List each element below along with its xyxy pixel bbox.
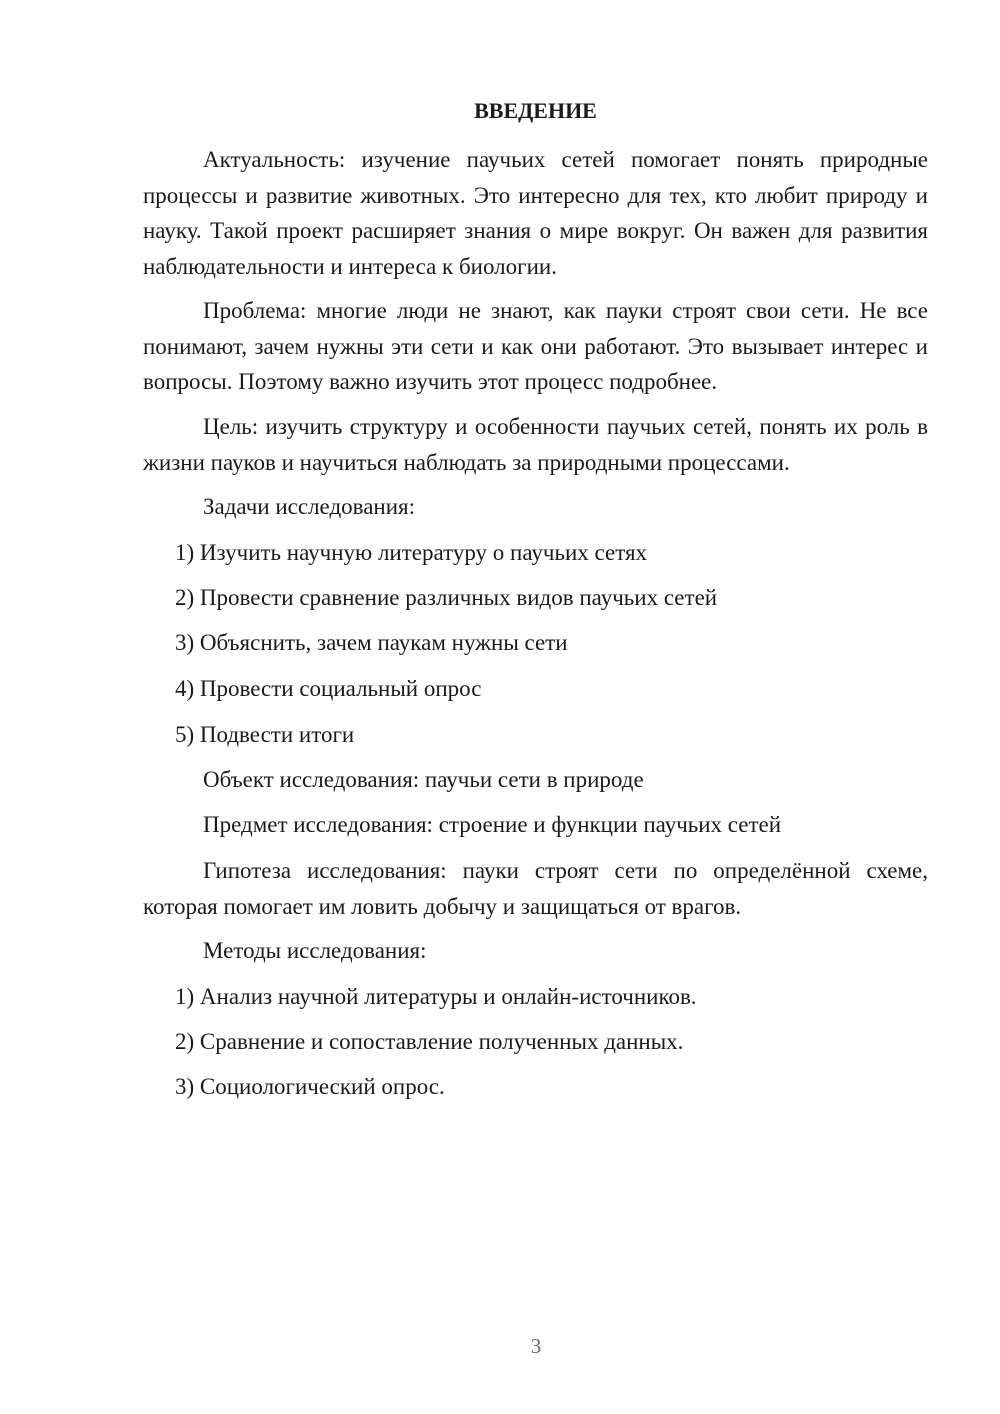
task-item: 3) Объяснить, зачем паукам нужны сети: [175, 630, 568, 655]
methods-heading: Методы исследования:: [203, 938, 427, 963]
hypothesis-paragraph: Гипотеза исследования: пауки строят сети по определённой схеме, которая помогает им ловить добычу и защищаться от врагов.: [143, 858, 928, 919]
problem-paragraph: Проблема: многие люди не знают, как пауки строят свои сети. Не все понимают, зачем нужны эти сети и как они работают. Это вызывает интерес и вопросы. Поэтому важно изучить этот процесс подробнее.: [143, 298, 928, 394]
task-item: 4) Провести социальный опрос: [175, 676, 482, 701]
task-item: 2) Провести сравнение различных видов паучьих сетей: [175, 585, 718, 610]
object-line: Объект исследования: паучьи сети в природе: [203, 767, 644, 792]
subject-line: Предмет исследования: строение и функции паучьих сетей: [203, 812, 782, 837]
section-title: ВВЕДЕНИЕ: [474, 98, 597, 123]
method-item: 1) Анализ научной литературы и онлайн-источников.: [175, 984, 697, 1009]
task-item: 1) Изучить научную литературу о паучьих сетях: [175, 540, 648, 565]
tasks-heading: Задачи исследования:: [203, 494, 416, 519]
method-item: 2) Сравнение и сопоставление полученных данных.: [175, 1029, 684, 1054]
goal-paragraph: Цель: изучить структуру и особенности паучьих сетей, понять их роль в жизни пауков и научиться наблюдать за природными процессами.: [143, 414, 928, 475]
page-number: 3: [530, 1334, 542, 1358]
method-item: 3) Социологический опрос.: [175, 1074, 445, 1099]
task-item: 5) Подвести итоги: [175, 722, 355, 747]
relevance-paragraph: Актуальность: изучение паучьих сетей помогает понять природные процессы и развитие животных. Это интересно для тех, кто любит природу и науку. Такой проект расширяет знания о мире вокруг. Он важен для развития наблюдательности и интереса к биологии.: [143, 147, 928, 279]
